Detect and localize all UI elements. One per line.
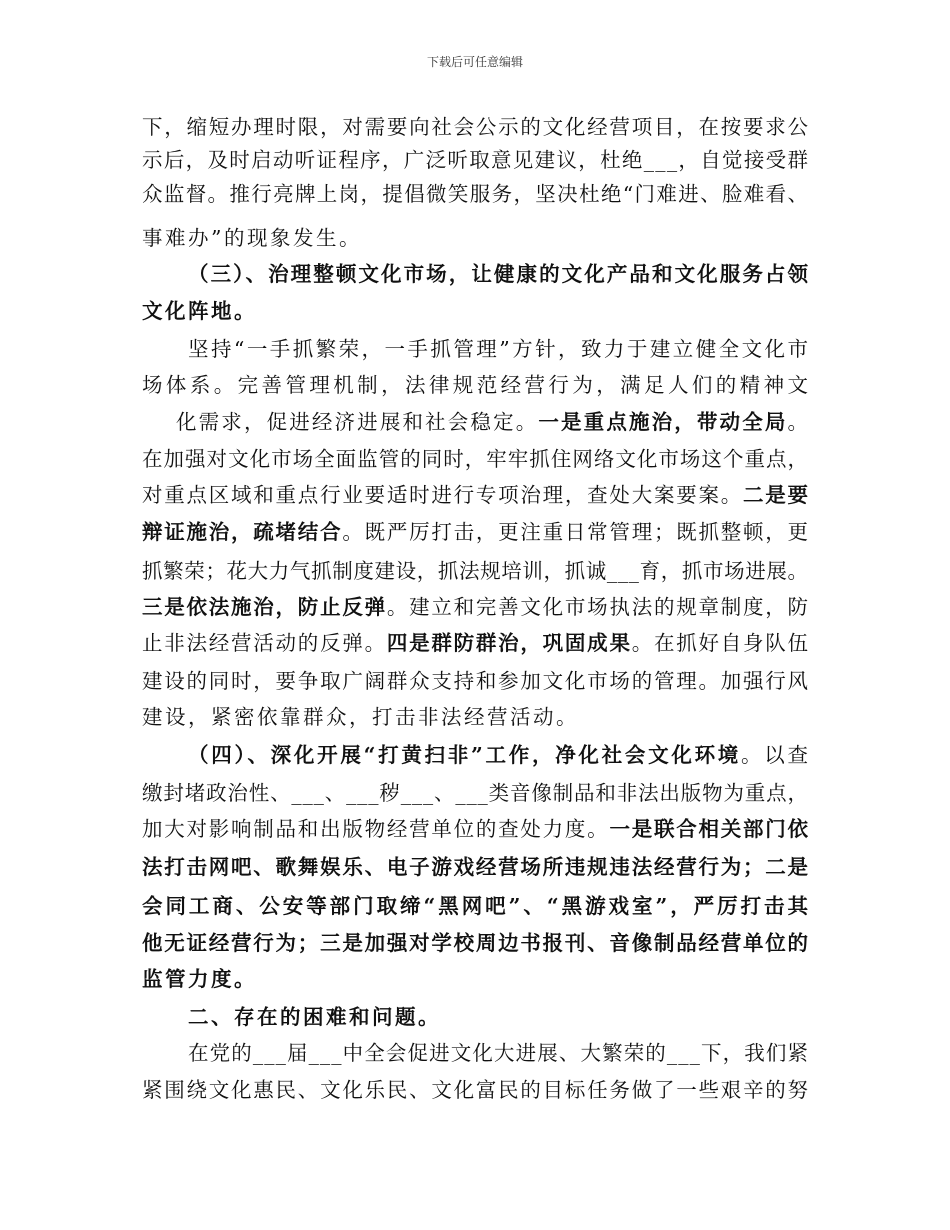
text-run: 。建立和完善文化市场执法的规章制度，防	[386, 595, 810, 619]
text-run: 加大对影响制品和出版物经营单位的查处力度。	[142, 817, 610, 841]
bold-text-run: 二、存在的困难和问题。	[188, 1005, 441, 1029]
text-line	[142, 113, 810, 141]
text-line	[142, 557, 809, 585]
text-run: 抓繁荣；花大力气抓制度建设，抓法规培训，抓诚___育，抓市场进展。	[142, 559, 809, 583]
bold-text-run: 四是群防群治，巩固成果	[386, 631, 632, 655]
text-line	[142, 371, 811, 399]
bold-text-run: 文化阵地。	[142, 299, 257, 323]
text-line	[142, 445, 809, 473]
bold-text-run: 一是联合相关部门依	[609, 817, 810, 841]
text-line	[142, 297, 257, 325]
bold-text-run: 一是重点施治，带动全局	[538, 410, 788, 434]
text-run: 场体系。完善管理机制，法律规范经营行为，满足人们的精神文	[142, 373, 812, 397]
text-run: 示后，及时启动听证程序，广泛听取意见建议，杜绝___，自觉接受群	[142, 148, 810, 172]
text-line	[176, 408, 810, 436]
text-line	[188, 741, 811, 769]
text-line	[142, 224, 362, 252]
text-run: 缴封堵政治性、___、___秽___、___类音像制品和非法出版物为重点，	[142, 781, 809, 805]
text-run: 化需求，促进经济进展和社会稳定。	[176, 410, 539, 434]
text-line	[188, 1003, 441, 1031]
text-line	[142, 146, 809, 174]
page-header: 下载后可任意编辑	[426, 55, 523, 69]
text-run: 下，缩短办理时限，对需要向社会公示的文化经营项目，在按要求公	[142, 115, 810, 139]
bold-text-run: 监管力度。	[142, 967, 257, 991]
text-line	[142, 853, 810, 881]
text-line	[142, 593, 810, 621]
bold-text-run: 二是要	[742, 483, 810, 507]
text-run: 建设，紧密依靠群众，打击非法经营活动。	[142, 705, 579, 729]
text-line	[142, 929, 810, 957]
text-run: 止非法经营活动的反弹。	[142, 631, 387, 655]
text-line	[142, 815, 810, 843]
text-run: 。既严厉打击，更注重日常管理；既抓整顿，更	[342, 520, 810, 544]
text-run: 众监督。推行亮牌上岗，提倡微笑服务，坚决杜绝“门难进、脸难看、	[142, 182, 810, 206]
text-line	[142, 180, 809, 208]
text-line	[142, 892, 811, 920]
text-run: 。在抓好自身队伍	[631, 631, 810, 655]
text-run: 。	[787, 410, 811, 434]
bold-text-run: 法打击网吧、歌舞娱乐、电子游戏经营场所违规违法经营行为；二是	[142, 855, 810, 879]
text-line	[142, 481, 810, 509]
bold-text-run: 会同工商、公安等部门取缔“黑网吧”、“黑游戏室”，严厉打击其	[142, 894, 811, 918]
text-run: 建设的同时，要争取广阔群众支持和参加文化市场的管理。加强行风	[142, 669, 810, 693]
text-line	[188, 260, 810, 288]
text-run: 事难办”的现象发生。	[142, 226, 362, 250]
text-run: 坚持“一手抓繁荣，一手抓管理”方针，致力于建立健全文化市	[188, 337, 811, 361]
text-run: 对重点区域和重点行业要适时进行专项治理，查处大案要案。	[142, 483, 743, 507]
text-line	[142, 629, 810, 657]
text-line	[142, 1076, 810, 1104]
text-run: 紧围绕文化惠民、文化乐民、文化富民的目标任务做了一些艰辛的努	[142, 1078, 810, 1102]
bold-text-run: 辩证施治，疏堵结合	[142, 520, 343, 544]
text-line	[142, 667, 810, 695]
text-run: 在加强对文化市场全面监管的同时，牢牢抓住网络文化市场这个重点，	[142, 447, 810, 471]
bold-text-run: 他无证经营行为；三是加强对学校周边书报刊、音像制品经营单位的	[142, 931, 810, 955]
text-line	[188, 1039, 809, 1067]
text-run: 在党的___届___中全会促进文化大进展、大繁荣的___下，我们紧	[188, 1041, 810, 1065]
bold-text-run: 三是依法施治，防止反弹	[142, 595, 387, 619]
text-line	[188, 335, 810, 363]
text-line	[142, 518, 810, 546]
text-line	[142, 779, 809, 807]
bold-text-run: （三）、治理整顿文化市场，让健康的文化产品和文化服务占领	[188, 262, 811, 286]
text-run: 。以查	[741, 743, 811, 767]
text-line	[142, 965, 257, 993]
bold-text-run: （四）、深化开展“打黄扫非”工作，净化社会文化环境	[188, 743, 742, 767]
text-line	[142, 703, 579, 731]
